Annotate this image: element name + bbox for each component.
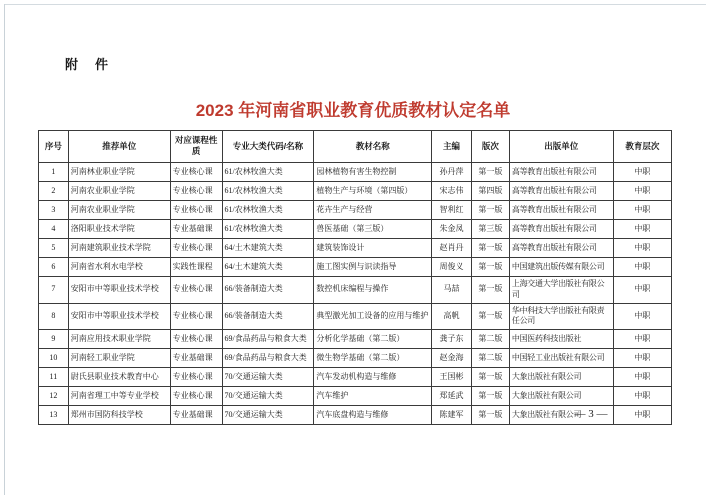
table-row	[39, 368, 672, 387]
table-row	[39, 162, 672, 181]
table-cell: 第一版	[471, 238, 509, 257]
table-cell: 7	[39, 276, 69, 303]
table-cell: 河南省理工中等专业学校	[68, 387, 170, 406]
table-cell: 汽车发动机构造与维修	[314, 368, 432, 387]
table-row	[39, 181, 672, 200]
table-cell: 分析化学基础（第二版）	[314, 330, 432, 349]
table-cell: 61/农林牧渔大类	[222, 181, 314, 200]
table-header-row	[39, 131, 672, 163]
table-cell: 专业核心课	[170, 303, 222, 330]
table-cell: 周俊义	[432, 257, 472, 276]
table-cell: 64/土木建筑大类	[222, 238, 314, 257]
table-cell: 中职	[613, 276, 671, 303]
table-cell: 13	[39, 406, 69, 425]
table-cell: 朱金凤	[432, 219, 472, 238]
table-cell: 61/农林牧渔大类	[222, 219, 314, 238]
column-header: 专业大类代码/名称	[222, 131, 314, 163]
table-cell: 第二版	[471, 349, 509, 368]
table-cell: 郑州市国防科技学校	[68, 406, 170, 425]
table-cell: 4	[39, 219, 69, 238]
table-cell: 大象出版社有限公司	[509, 368, 613, 387]
table-cell: 王国彬	[432, 368, 472, 387]
table-row	[39, 276, 672, 303]
table-cell: 66/装备制造大类	[222, 303, 314, 330]
table-cell: 中国建筑出版传媒有限公司	[509, 257, 613, 276]
table-cell: 61/农林牧渔大类	[222, 200, 314, 219]
column-header: 出版单位	[509, 131, 613, 163]
column-header: 教材名称	[314, 131, 432, 163]
table-cell: 69/食品药品与粮食大类	[222, 349, 314, 368]
table-cell: 1	[39, 162, 69, 181]
table-cell: 11	[39, 368, 69, 387]
table-cell: 高等教育出版社有限公司	[509, 219, 613, 238]
table-cell: 尉氏县职业技术教育中心	[68, 368, 170, 387]
column-header: 推荐单位	[68, 131, 170, 163]
table-cell: 专业核心课	[170, 330, 222, 349]
table-cell: 3	[39, 200, 69, 219]
table-cell: 61/农林牧渔大类	[222, 162, 314, 181]
table-cell: 中国轻工业出版社有限公司	[509, 349, 613, 368]
page-title: 2023 年河南省职业教育优质教材认定名单	[195, 101, 511, 120]
column-header: 教育层次	[613, 131, 671, 163]
attachment-label: 附 件	[65, 57, 111, 72]
table-cell: 高等教育出版社有限公司	[509, 200, 613, 219]
table-cell: 70/交通运输大类	[222, 406, 314, 425]
table-cell: 赵肖丹	[432, 238, 472, 257]
table-cell: 中职	[613, 368, 671, 387]
table-cell: 6	[39, 257, 69, 276]
table-row	[39, 238, 672, 257]
table-cell: 70/交通运输大类	[222, 368, 314, 387]
table-cell: 高帆	[432, 303, 472, 330]
table-cell: 第一版	[471, 387, 509, 406]
table-cell: 66/装备制造大类	[222, 276, 314, 303]
page-edge-left	[4, 4, 5, 495]
table-cell: 中职	[613, 387, 671, 406]
table-cell: 河南农业职业学院	[68, 200, 170, 219]
table-cell: 中职	[613, 303, 671, 330]
table-cell: 第一版	[471, 276, 509, 303]
table-cell: 马喆	[432, 276, 472, 303]
table-cell: 中职	[613, 330, 671, 349]
table-cell: 河南轻工职业学院	[68, 349, 170, 368]
column-header: 序号	[39, 131, 69, 163]
table-cell: 中国医药科技出版社	[509, 330, 613, 349]
table-cell: 第一版	[471, 162, 509, 181]
table-cell: 中职	[613, 349, 671, 368]
table-cell: 高等教育出版社有限公司	[509, 238, 613, 257]
table-cell: 70/交通运输大类	[222, 387, 314, 406]
table-cell: 中职	[613, 257, 671, 276]
table-cell: 植物生产与环境（第四版）	[314, 181, 432, 200]
table-cell: 大象出版社有限公司	[509, 406, 613, 425]
table-cell: 宋志伟	[432, 181, 472, 200]
table-cell: 第一版	[471, 406, 509, 425]
table-cell: 10	[39, 349, 69, 368]
table-cell: 典型激光加工设备的应用与维护	[314, 303, 432, 330]
table-cell: 兽医基础（第三版）	[314, 219, 432, 238]
table-row	[39, 219, 672, 238]
table-row	[39, 387, 672, 406]
table-cell: 专业核心课	[170, 368, 222, 387]
table-cell: 第四版	[471, 181, 509, 200]
table-cell: 2	[39, 181, 69, 200]
table-cell: 5	[39, 238, 69, 257]
table-cell: 中职	[613, 406, 671, 425]
table-cell: 专业基础课	[170, 406, 222, 425]
table-cell: 花卉生产与经营	[314, 200, 432, 219]
table-cell: 实践性课程	[170, 257, 222, 276]
table-cell: 专业基础课	[170, 349, 222, 368]
table-cell: 12	[39, 387, 69, 406]
page-number: — 3 —	[574, 408, 608, 420]
table-cell: 中职	[613, 219, 671, 238]
textbook-table	[38, 130, 672, 425]
table-cell: 第一版	[471, 257, 509, 276]
table-cell: 郑延武	[432, 387, 472, 406]
table-cell: 微生物学基础（第二版）	[314, 349, 432, 368]
table-cell: 第一版	[471, 200, 509, 219]
table-cell: 安阳市中等职业技术学校	[68, 276, 170, 303]
table-cell: 第一版	[471, 303, 509, 330]
table-cell: 高等教育出版社有限公司	[509, 181, 613, 200]
table-cell: 河南建筑职业技术学院	[68, 238, 170, 257]
column-header: 版次	[471, 131, 509, 163]
table-cell: 汽车底盘构造与维修	[314, 406, 432, 425]
table-cell: 龚子东	[432, 330, 472, 349]
table-cell: 河南农业职业学院	[68, 181, 170, 200]
table-cell: 洛阳职业技术学院	[68, 219, 170, 238]
table-cell: 专业核心课	[170, 162, 222, 181]
table-cell: 汽车维护	[314, 387, 432, 406]
table-cell: 中职	[613, 238, 671, 257]
table-cell: 安阳市中等职业技术学校	[68, 303, 170, 330]
table-cell: 大象出版社有限公司	[509, 387, 613, 406]
table-cell: 陈建军	[432, 406, 472, 425]
table-cell: 专业核心课	[170, 238, 222, 257]
table-cell: 第一版	[471, 368, 509, 387]
table-cell: 专业核心课	[170, 276, 222, 303]
table-row	[39, 200, 672, 219]
table-row	[39, 303, 672, 330]
table-cell: 河南省水利水电学校	[68, 257, 170, 276]
table-cell: 华中科技大学出版社有限责任公司	[509, 303, 613, 330]
table-cell: 专业核心课	[170, 200, 222, 219]
column-header: 对应课程性质	[170, 131, 222, 163]
table-cell: 园林植物有害生物控制	[314, 162, 432, 181]
table-cell: 上海交通大学出版社有限公司	[509, 276, 613, 303]
table-cell: 64/土木建筑大类	[222, 257, 314, 276]
table-cell: 河南林业职业学院	[68, 162, 170, 181]
table-cell: 中职	[613, 200, 671, 219]
table-cell: 赵金海	[432, 349, 472, 368]
table-cell: 建筑装饰设计	[314, 238, 432, 257]
page-edge-top	[4, 4, 706, 5]
table-cell: 中职	[613, 162, 671, 181]
table-cell: 69/食品药品与粮食大类	[222, 330, 314, 349]
table-cell: 孙丹萍	[432, 162, 472, 181]
table-cell: 专业基础课	[170, 219, 222, 238]
table-cell: 河南应用技术职业学院	[68, 330, 170, 349]
table-cell: 数控机床编程与操作	[314, 276, 432, 303]
table-cell: 专业核心课	[170, 387, 222, 406]
table-cell: 高等教育出版社有限公司	[509, 162, 613, 181]
table-row	[39, 330, 672, 349]
table-cell: 中职	[613, 181, 671, 200]
table-cell: 智利红	[432, 200, 472, 219]
table-row	[39, 257, 672, 276]
table-cell: 施工图实例与识读指导	[314, 257, 432, 276]
table-cell: 第三版	[471, 219, 509, 238]
table-cell: 8	[39, 303, 69, 330]
table-row	[39, 349, 672, 368]
column-header: 主编	[432, 131, 472, 163]
table-cell: 9	[39, 330, 69, 349]
table-cell: 第二版	[471, 330, 509, 349]
table-cell: 专业核心课	[170, 181, 222, 200]
